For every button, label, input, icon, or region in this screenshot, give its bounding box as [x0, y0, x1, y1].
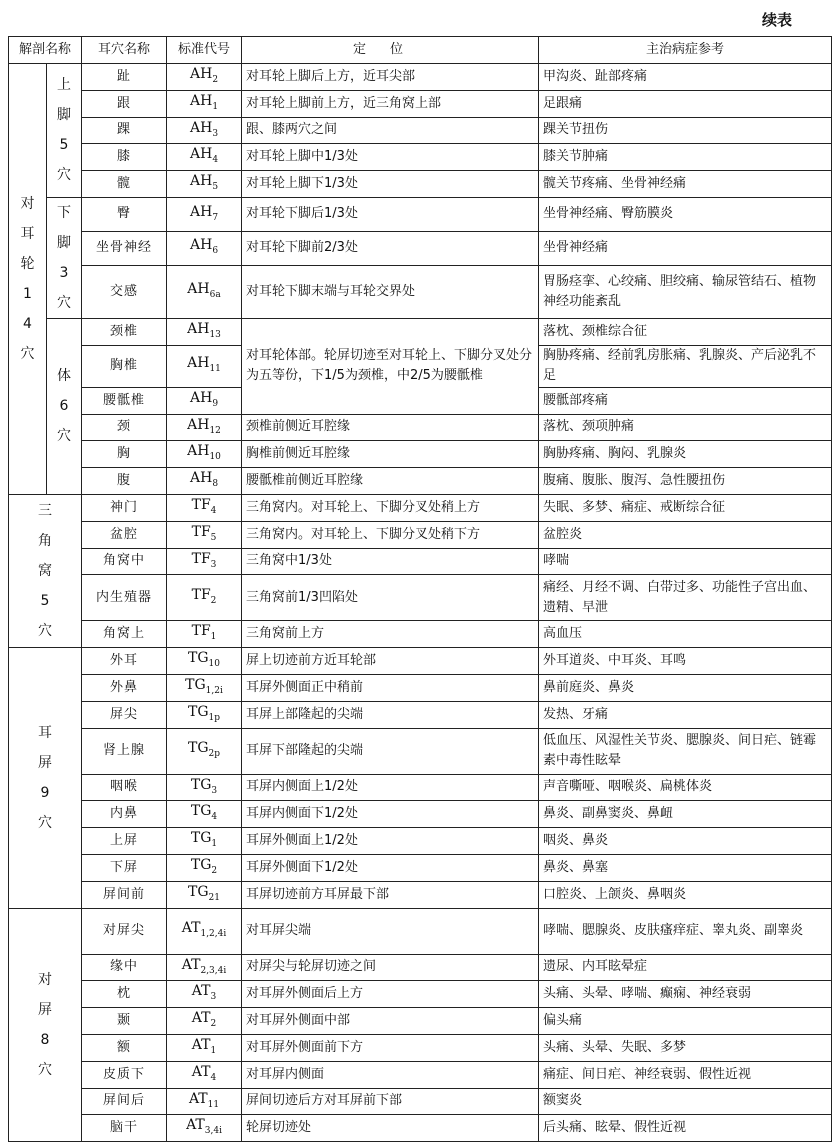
- point-code: [167, 171, 242, 198]
- point-indication: 胸胁疼痛、经前乳房胀痛、乳腺炎、产后泌乳不足: [539, 345, 832, 387]
- point-code-sub: 3: [211, 785, 218, 796]
- point-indication: 口腔炎、上颌炎、鼻咽炎: [539, 881, 832, 908]
- point-code-sub: 8: [212, 478, 219, 489]
- point-code-sub: 2: [212, 74, 219, 85]
- point-code-sub: 21: [208, 892, 220, 903]
- point-code-sub: 1: [212, 101, 219, 112]
- table-row: [9, 521, 832, 548]
- point-code: [167, 345, 242, 387]
- point-name: 下屏: [82, 854, 167, 881]
- point-code-sub: 4: [212, 155, 219, 166]
- point-code-main: AH: [189, 203, 213, 220]
- point-indication: 额窦炎: [539, 1088, 832, 1115]
- anatomy-group-label: 对耳轮14穴: [20, 195, 35, 362]
- point-code-main: AT: [181, 920, 201, 937]
- table-row: [9, 265, 832, 318]
- point-indication: 鼻炎、鼻塞: [539, 854, 832, 881]
- point-location: 耳屏外侧面上1/2处: [242, 828, 539, 855]
- point-indication: 鼻前庭炎、鼻炎: [539, 674, 832, 701]
- point-indication: 哮喘、腮腺炎、皮肤瘙痒症、睾丸炎、副睾炎: [539, 908, 832, 954]
- point-location: 对耳屏外侧面后上方: [242, 981, 539, 1008]
- point-name: 坐骨神经: [82, 231, 167, 265]
- point-name: 趾: [82, 64, 167, 91]
- point-code-main: AT: [188, 1090, 208, 1107]
- point-code: [167, 414, 242, 441]
- point-code-sub: 2: [211, 865, 218, 876]
- point-location: 对耳轮上脚下1/3处: [242, 171, 539, 198]
- anatomy-subgroup-cell: [47, 64, 82, 198]
- point-code: [167, 648, 242, 675]
- point-code: [167, 494, 242, 521]
- point-code-main: AH: [187, 320, 210, 337]
- anatomy-group-label: 对屏8穴: [38, 971, 52, 1078]
- table-row: [9, 774, 832, 801]
- point-indication: 痛经、月经不调、白带过多、功能性子宫出血、遗精、早泄: [539, 575, 832, 621]
- header-code: 标准代号: [167, 37, 242, 64]
- point-code-sub: 1: [210, 1045, 217, 1056]
- point-code: [167, 117, 242, 144]
- point-code: [167, 575, 242, 621]
- point-code-sub: 9: [212, 398, 219, 409]
- point-code-sub: 3: [212, 128, 219, 139]
- continued-label: 续表: [761, 11, 792, 29]
- point-indication: 偏头痛: [539, 1008, 832, 1035]
- point-code-main: AH: [189, 119, 213, 136]
- point-code-main: TG: [188, 740, 209, 757]
- point-indication: 踝关节扭伤: [539, 117, 832, 144]
- table-row: [9, 441, 832, 468]
- point-code-main: TG: [190, 776, 212, 793]
- point-code: [167, 674, 242, 701]
- point-location: 颈椎前侧近耳腔缘: [242, 414, 539, 441]
- point-name: 肾上腺: [82, 728, 167, 774]
- point-indication: 鼻炎、副鼻窦炎、鼻衄: [539, 801, 832, 828]
- point-code-sub: 1p: [208, 712, 221, 723]
- point-code-main: AH: [187, 416, 210, 433]
- point-indication: 落枕、颈项肿痛: [539, 414, 832, 441]
- point-code-main: TG: [185, 676, 206, 693]
- point-code: [167, 318, 242, 345]
- point-code-sub: 6a: [209, 289, 221, 300]
- table-row: [9, 318, 832, 345]
- point-code-main: AT: [181, 956, 201, 973]
- point-name: 内鼻: [82, 801, 167, 828]
- point-name: 颈: [82, 414, 167, 441]
- table-row: [9, 575, 832, 621]
- table-row: [9, 981, 832, 1008]
- point-indication: 哮喘: [539, 548, 832, 575]
- point-indication: 外耳道炎、中耳炎、耳鸣: [539, 648, 832, 675]
- point-location: 对耳轮下脚末端与耳轮交界处: [242, 265, 539, 318]
- point-name: 颈椎: [82, 318, 167, 345]
- point-location: 三角窝内。对耳轮上、下脚分叉处稍上方: [242, 494, 539, 521]
- anatomy-subgroup-cell: [47, 318, 82, 494]
- point-indication: 头痛、头晕、哮喘、癫痫、神经衰弱: [539, 981, 832, 1008]
- point-code-main: AT: [191, 1063, 211, 1080]
- point-code-main: AT: [191, 1036, 211, 1053]
- point-name: 枕: [82, 981, 167, 1008]
- table-row: [9, 1008, 832, 1035]
- point-indication: 足跟痛: [539, 90, 832, 117]
- point-indication: 后头痛、眩晕、假性近视: [539, 1115, 832, 1142]
- point-name: 上屏: [82, 828, 167, 855]
- point-name: 对屏尖: [82, 908, 167, 954]
- point-code: [167, 1088, 242, 1115]
- point-code-sub: 2: [210, 1018, 217, 1029]
- point-code-main: TF: [191, 586, 211, 603]
- point-name: 内生殖器: [82, 575, 167, 621]
- point-code-sub: 2: [210, 595, 217, 606]
- table-row: [9, 854, 832, 881]
- point-indication: 甲沟炎、趾部疼痛: [539, 64, 832, 91]
- point-location: 对耳屏内侧面: [242, 1061, 539, 1088]
- point-indication: 低血压、风湿性关节炎、腮腺炎、间日疟、链霉素中毒性眩晕: [539, 728, 832, 774]
- point-location: 三角窝前1/3凹陷处: [242, 575, 539, 621]
- anatomy-group-label: 三角窝5穴: [38, 503, 52, 640]
- table-header-row: [9, 37, 832, 64]
- point-code-main: TF: [191, 523, 211, 540]
- point-code: [167, 521, 242, 548]
- point-location: 跟、膝两穴之间: [242, 117, 539, 144]
- table-row: [9, 674, 832, 701]
- point-code: [167, 387, 242, 414]
- point-location: 对耳轮体部。轮屏切迹至对耳轮上、下脚分叉处分为五等份，下1/5为颈椎，中2/5为腰骶椎: [242, 318, 539, 414]
- point-code-sub: 2p: [208, 748, 221, 759]
- point-name: 腹: [82, 468, 167, 495]
- point-indication: 遗尿、内耳眩晕症: [539, 954, 832, 981]
- point-code: [167, 854, 242, 881]
- point-location: 对屏尖与轮屏切迹之间: [242, 954, 539, 981]
- point-location: 对耳轮上脚后上方，近耳尖部: [242, 64, 539, 91]
- point-name: 神门: [82, 494, 167, 521]
- point-name: 交感: [82, 265, 167, 318]
- point-code: [167, 64, 242, 91]
- point-name: 角窝上: [82, 621, 167, 648]
- point-location: 腰骶椎前侧近耳腔缘: [242, 468, 539, 495]
- point-code-sub: 12: [209, 425, 221, 436]
- anatomy-subgroup-cell: [47, 197, 82, 318]
- ear-points-table: [8, 36, 832, 1142]
- anatomy-group-cell: [9, 908, 82, 1142]
- point-code-main: AT: [191, 983, 211, 1000]
- point-location: 耳屏上部隆起的尖端: [242, 701, 539, 728]
- point-name: 膝: [82, 144, 167, 171]
- point-name: 盆腔: [82, 521, 167, 548]
- point-code-sub: 13: [209, 329, 221, 340]
- table-row: [9, 1115, 832, 1142]
- point-indication: 声音嘶哑、咽喉炎、扁桃体炎: [539, 774, 832, 801]
- table-row: [9, 1061, 832, 1088]
- anatomy-group-label: 耳屏9穴: [38, 724, 52, 831]
- point-code-sub: 4: [211, 812, 218, 823]
- point-code: [167, 468, 242, 495]
- point-code-sub: 5: [212, 181, 219, 192]
- table-row: [9, 231, 832, 265]
- point-code: [167, 954, 242, 981]
- point-code-main: TG: [190, 803, 212, 820]
- table-row: [9, 954, 832, 981]
- point-name: 皮质下: [82, 1061, 167, 1088]
- point-location: 耳屏内侧面下1/2处: [242, 801, 539, 828]
- point-location: 屏间切迹后方对耳屏前下部: [242, 1088, 539, 1115]
- table-row: [9, 494, 832, 521]
- point-location: 轮屏切迹处: [242, 1115, 539, 1142]
- point-code-main: AH: [187, 443, 210, 460]
- header-location: 定位: [242, 37, 539, 64]
- point-code: [167, 1008, 242, 1035]
- header-point-name: 耳穴名称: [82, 37, 167, 64]
- point-code: [167, 90, 242, 117]
- point-code-sub: 1: [211, 838, 218, 849]
- anatomy-subgroup-label: 下脚3穴: [57, 204, 71, 311]
- point-code-sub: 11: [209, 364, 221, 375]
- anatomy-subgroup-label: 体6穴: [57, 368, 71, 445]
- point-code: [167, 728, 242, 774]
- point-code-sub: 3: [210, 992, 217, 1003]
- point-location: 对耳屏外侧面前下方: [242, 1034, 539, 1061]
- point-location: 耳屏外侧面正中稍前: [242, 674, 539, 701]
- point-indication: 高血压: [539, 621, 832, 648]
- point-code-main: AH: [187, 280, 210, 297]
- table-row: [9, 801, 832, 828]
- point-code: [167, 144, 242, 171]
- table-row: [9, 171, 832, 198]
- point-code: [167, 881, 242, 908]
- point-code: [167, 1115, 242, 1142]
- point-name: 腰骶椎: [82, 387, 167, 414]
- point-code-sub: 11: [207, 1099, 220, 1110]
- header-anatomy: 解剖名称: [9, 37, 82, 64]
- point-location: 屏上切迹前方近耳轮部: [242, 648, 539, 675]
- point-name: 外鼻: [82, 674, 167, 701]
- table-row: [9, 414, 832, 441]
- point-code-main: TF: [191, 550, 211, 567]
- point-code-main: TG: [188, 883, 209, 900]
- point-code-sub: 3,4i: [204, 1126, 222, 1137]
- point-code: [167, 981, 242, 1008]
- point-name: 臀: [82, 197, 167, 231]
- point-location: 耳屏下部隆起的尖端: [242, 728, 539, 774]
- point-indication: 落枕、颈椎综合征: [539, 318, 832, 345]
- table-row: [9, 828, 832, 855]
- point-code-main: AH: [187, 355, 210, 372]
- table-row: [9, 908, 832, 954]
- point-code-sub: 6: [212, 246, 219, 257]
- table-row: [9, 1088, 832, 1115]
- anatomy-group-cell: [9, 64, 47, 495]
- point-code: [167, 1061, 242, 1088]
- point-code-main: AH: [189, 237, 213, 254]
- point-location: 对耳轮下脚前2/3处: [242, 231, 539, 265]
- point-code-sub: 10: [209, 452, 221, 463]
- table-row: [9, 701, 832, 728]
- point-code-main: TG: [190, 830, 212, 847]
- point-code: [167, 231, 242, 265]
- point-indication: 腰骶部疼痛: [539, 387, 832, 414]
- point-code-main: TG: [190, 856, 212, 873]
- point-code-sub: 1,2,4i: [200, 928, 227, 939]
- point-code-main: AH: [189, 66, 213, 82]
- point-name: 跟: [82, 90, 167, 117]
- table-row: [9, 117, 832, 144]
- point-indication: 盆腔炎: [539, 521, 832, 548]
- point-code-main: AH: [189, 389, 213, 406]
- point-location: 三角窝前上方: [242, 621, 539, 648]
- point-code: [167, 701, 242, 728]
- point-code-main: TG: [188, 650, 209, 667]
- point-name: 屏间后: [82, 1088, 167, 1115]
- point-location: 对耳轮下脚后1/3处: [242, 197, 539, 231]
- point-name: 髋: [82, 171, 167, 198]
- table-row: [9, 621, 832, 648]
- point-code-main: TF: [191, 623, 211, 640]
- point-indication: 失眠、多梦、痛症、戒断综合征: [539, 494, 832, 521]
- point-code-sub: 3: [210, 559, 217, 570]
- point-name: 屏间前: [82, 881, 167, 908]
- point-code-main: AH: [189, 173, 213, 190]
- table-row: [9, 648, 832, 675]
- point-name: 屏尖: [82, 701, 167, 728]
- point-code: [167, 265, 242, 318]
- point-location: 耳屏内侧面上1/2处: [242, 774, 539, 801]
- point-code-sub: 1: [210, 632, 217, 643]
- point-location: 胸椎前侧近耳腔缘: [242, 441, 539, 468]
- point-name: 颞: [82, 1008, 167, 1035]
- point-code: [167, 828, 242, 855]
- point-code: [167, 621, 242, 648]
- anatomy-group-cell: [9, 648, 82, 908]
- point-code-main: AH: [189, 92, 213, 109]
- header-indication: 主治病症参考: [539, 37, 832, 64]
- point-location: 耳屏外侧面下1/2处: [242, 854, 539, 881]
- anatomy-group-cell: [9, 494, 82, 647]
- point-indication: 坐骨神经痛、臀筋膜炎: [539, 197, 832, 231]
- point-name: 额: [82, 1034, 167, 1061]
- point-location: 对耳轮上脚前上方，近三角窝上部: [242, 90, 539, 117]
- point-code-main: AT: [186, 1117, 205, 1134]
- point-code: [167, 441, 242, 468]
- point-code: [167, 1034, 242, 1061]
- point-indication: 胃肠痉挛、心绞痛、胆绞痛、输尿管结石、植物神经功能紊乱: [539, 265, 832, 318]
- point-code: [167, 774, 242, 801]
- point-location: 三角窝内。对耳轮上、下脚分叉处稍下方: [242, 521, 539, 548]
- point-indication: 痛症、间日疟、神经衰弱、假性近视: [539, 1061, 832, 1088]
- point-indication: 膝关节肿痛: [539, 144, 832, 171]
- point-code: [167, 548, 242, 575]
- point-name: 缘中: [82, 954, 167, 981]
- point-code-main: TG: [188, 703, 209, 720]
- point-location: 对耳屏外侧面中部: [242, 1008, 539, 1035]
- point-indication: 腹痛、腹胀、腹泻、急性腰扭伤: [539, 468, 832, 495]
- point-name: 胸椎: [82, 345, 167, 387]
- table-row: [9, 548, 832, 575]
- point-code: [167, 908, 242, 954]
- point-indication: 髋关节疼痛、坐骨神经痛: [539, 171, 832, 198]
- table-row: [9, 90, 832, 117]
- point-code-main: AH: [189, 146, 213, 163]
- point-name: 踝: [82, 117, 167, 144]
- point-code-sub: 7: [212, 212, 219, 223]
- point-location: 对耳轮上脚中1/3处: [242, 144, 539, 171]
- point-code: [167, 197, 242, 231]
- point-indication: 坐骨神经痛: [539, 231, 832, 265]
- point-code-sub: 10: [208, 658, 220, 669]
- point-indication: 胸胁疼痛、胸闷、乳腺炎: [539, 441, 832, 468]
- point-name: 胸: [82, 441, 167, 468]
- point-name: 角窝中: [82, 548, 167, 575]
- point-location: 对耳屏尖端: [242, 908, 539, 954]
- table-row: [9, 1034, 832, 1061]
- point-location: 耳屏切迹前方耳屏最下部: [242, 881, 539, 908]
- point-name: 脑干: [82, 1115, 167, 1142]
- point-code-sub: 5: [210, 532, 217, 543]
- point-code-sub: 1,2i: [205, 685, 223, 696]
- point-code-main: TF: [191, 496, 211, 513]
- table-row: [9, 728, 832, 774]
- table-row: [9, 64, 832, 91]
- table-row: [9, 144, 832, 171]
- table-row: [9, 468, 832, 495]
- point-code-main: AH: [189, 470, 213, 487]
- point-code-sub: 4: [210, 1072, 217, 1083]
- point-location: 三角窝中1/3处: [242, 548, 539, 575]
- table-row: [9, 197, 832, 231]
- point-indication: 发热、牙痛: [539, 701, 832, 728]
- point-code-sub: 2,3,4i: [200, 965, 227, 976]
- point-indication: 头痛、头晕、失眠、多梦: [539, 1034, 832, 1061]
- point-name: 咽喉: [82, 774, 167, 801]
- anatomy-subgroup-label: 上脚5穴: [57, 77, 71, 184]
- point-name: 外耳: [82, 648, 167, 675]
- point-indication: 咽炎、鼻炎: [539, 828, 832, 855]
- point-code: [167, 801, 242, 828]
- table-row: [9, 881, 832, 908]
- point-code-sub: 4: [210, 505, 217, 516]
- point-code-main: AT: [191, 1010, 211, 1027]
